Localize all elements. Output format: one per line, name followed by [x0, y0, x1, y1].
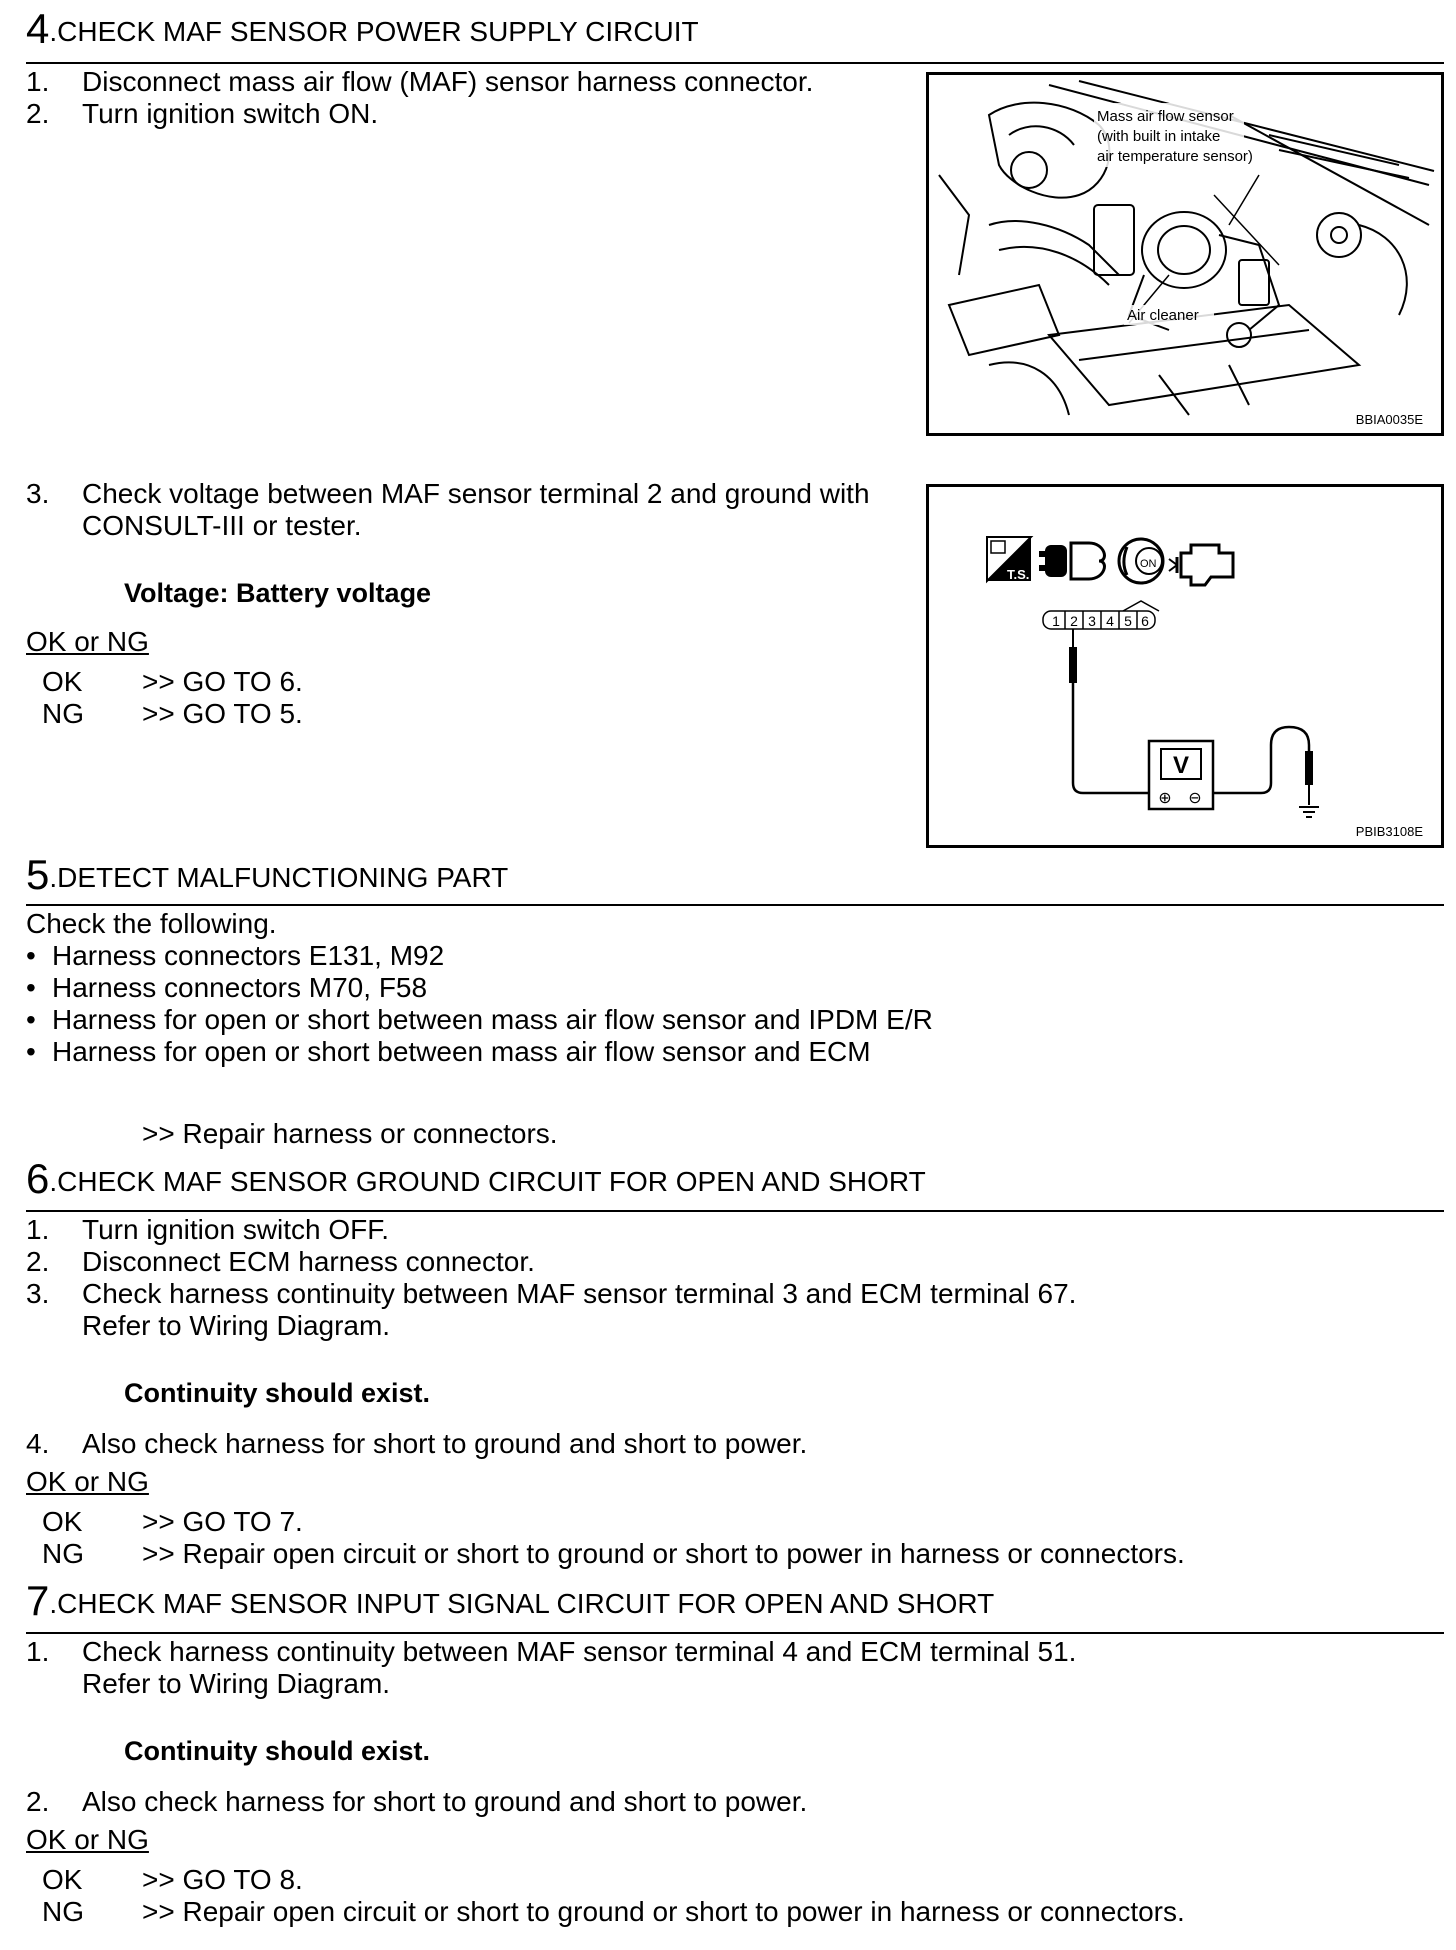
engine-icon: [1169, 545, 1233, 585]
pin-3: 3: [1088, 613, 1096, 629]
minus-terminal: ⊖: [1188, 788, 1202, 807]
voltage-check-figure: [926, 484, 1444, 848]
step-number: 5: [26, 851, 50, 898]
divider: [26, 62, 1444, 64]
step-4-item-3: 3. Check voltage between MAF sensor terminal 2 and ground with: [26, 478, 870, 509]
ok-branch: OK >> GO TO 6.: [42, 666, 303, 697]
ts-icon: [987, 537, 1031, 582]
step-7-item-1-cont: Refer to Wiring Diagram.: [82, 1668, 391, 1699]
step-title: .CHECK MAF SENSOR INPUT SIGNAL CIRCUIT FOR OPEN AND SHORT: [49, 1588, 995, 1619]
svg-text:V: V: [1172, 752, 1190, 779]
step-7-spec: Continuity should exist.: [124, 1736, 431, 1766]
fig1-label-maf-3: air temperature sensor): [1097, 148, 1253, 165]
voltage-check-diagram: [929, 487, 1441, 845]
step-number: 6: [26, 1155, 50, 1202]
step-4-heading: [26, 5, 699, 52]
ok-or-ng-label: OK or NG: [26, 1824, 149, 1855]
step-6-item-3-cont: Refer to Wiring Diagram.: [82, 1310, 391, 1341]
step-7-item-2: 2. Also check harness for short to ground and short to power.: [26, 1786, 808, 1817]
step-4-item-2: 2. Turn ignition switch ON.: [26, 98, 379, 129]
step-5-intro: Check the following.: [26, 908, 277, 939]
step-4-spec: Voltage: Battery voltage: [124, 578, 432, 608]
ok-or-ng-label: OK or NG: [26, 1466, 149, 1497]
step-6-item-2: 2. Disconnect ECM harness connector.: [26, 1246, 535, 1277]
pin-5: 5: [1124, 613, 1132, 629]
ok-or-ng-label: OK or NG: [26, 626, 149, 657]
list-item: • Harness for open or short between mass air flow sensor and IPDM E/R: [26, 1004, 933, 1035]
fig1-label-maf-2: (with built in intake: [1097, 128, 1221, 145]
fig1-label-air-cleaner: Air cleaner: [1127, 307, 1199, 324]
step-number: 7: [26, 1577, 50, 1624]
divider: [26, 1632, 1444, 1634]
step-6-item-3: 3. Check harness continuity between MAF sensor terminal 3 and ECM terminal 67.: [26, 1278, 1077, 1309]
figure-code: PBIB3108E: [1355, 824, 1423, 839]
connector-icon: [1039, 543, 1104, 579]
figure-code: BBIA0035E: [1355, 412, 1423, 427]
svg-text:T.S.: T.S.: [1007, 567, 1030, 582]
list-item: • Harness connectors E131, M92: [26, 940, 445, 971]
step-7-heading: [26, 1577, 995, 1624]
voltmeter: [1149, 741, 1213, 809]
harness-connector: [1043, 601, 1159, 629]
ng-branch: NG >> GO TO 5.: [42, 698, 303, 729]
step-4-item-3-cont: CONSULT-III or tester.: [82, 510, 362, 541]
step-6-item-4: 4. Also check harness for short to ground and short to power.: [26, 1428, 808, 1459]
step-7-item-1: 1. Check harness continuity between MAF sensor terminal 4 and ECM terminal 51.: [26, 1636, 1077, 1667]
ok-branch: OK >> GO TO 8.: [42, 1864, 303, 1895]
step-6-spec: Continuity should exist.: [124, 1378, 431, 1408]
step-title: .DETECT MALFUNCTIONING PART: [49, 862, 509, 893]
engine-bay-figure: [926, 72, 1444, 436]
fig1-label-maf: Mass air flow sensor: [1097, 108, 1234, 125]
pin-2: 2: [1070, 613, 1078, 629]
svg-text:ON: ON: [1140, 558, 1157, 570]
ok-branch: OK >> GO TO 7.: [42, 1506, 303, 1537]
engine-bay-illustration: [929, 75, 1441, 433]
step-title: .CHECK MAF SENSOR GROUND CIRCUIT FOR OPEN AND SHORT: [49, 1166, 926, 1197]
step-6-item-1: 1. Turn ignition switch OFF.: [26, 1214, 390, 1245]
step-title: .CHECK MAF SENSOR POWER SUPPLY CIRCUIT: [49, 16, 699, 47]
ground-icon: [1299, 807, 1319, 817]
ng-branch: NG >> Repair open circuit or short to ground or short to power in harness or connectors.: [42, 1538, 1185, 1569]
divider: [26, 1210, 1444, 1212]
list-item: • Harness connectors M70, F58: [26, 972, 428, 1003]
step-6-heading: [26, 1155, 926, 1202]
divider: [26, 904, 1444, 906]
step-number: 4: [26, 5, 50, 52]
step-5-action: >> Repair harness or connectors.: [142, 1118, 558, 1149]
step-5-heading: [26, 851, 509, 898]
pin-6: 6: [1141, 613, 1149, 629]
ignition-key-icon: [1119, 539, 1163, 583]
step-4-item-1: 1. Disconnect mass air flow (MAF) sensor harness connector.: [26, 66, 814, 97]
list-item: • Harness for open or short between mass air flow sensor and ECM: [26, 1036, 871, 1067]
pin-1: 1: [1052, 613, 1060, 629]
pin-4: 4: [1106, 613, 1114, 629]
ng-branch: NG >> Repair open circuit or short to ground or short to power in harness or connectors.: [42, 1896, 1185, 1927]
plus-terminal: ⊕: [1158, 788, 1172, 807]
